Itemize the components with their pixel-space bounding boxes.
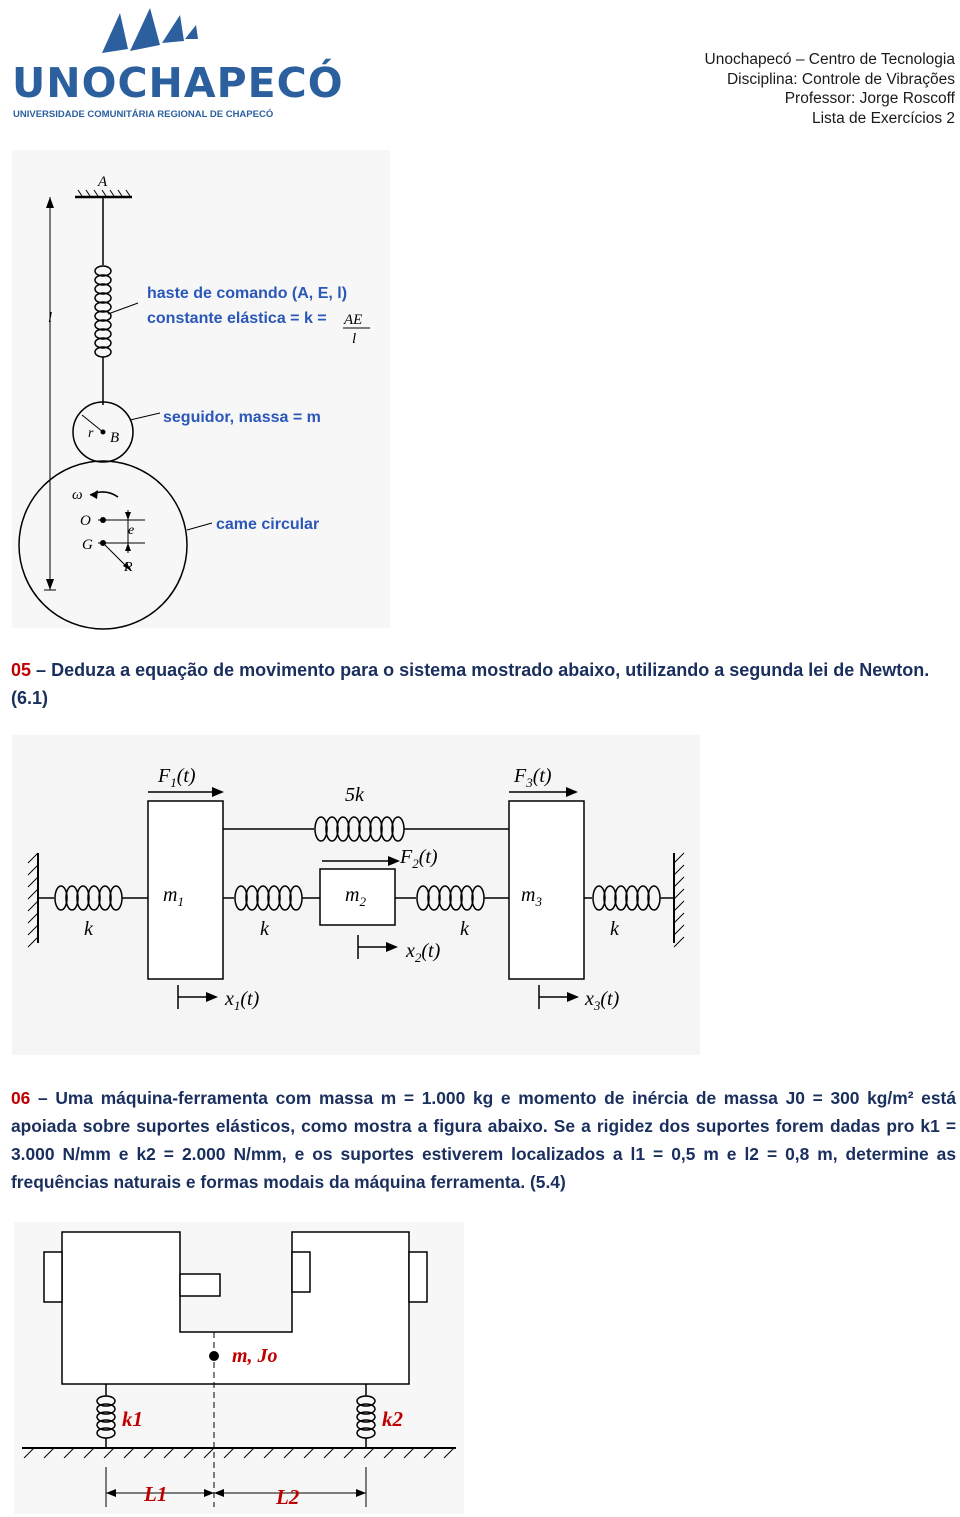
radius-big-r-label: R — [124, 560, 133, 575]
omega-label: ω — [72, 487, 83, 503]
header-info — [705, 50, 955, 128]
center-of-mass-dot — [209, 1351, 219, 1361]
mass-m1-label: $m_1$ — [163, 884, 184, 909]
three-mass-system-figure — [12, 735, 700, 1055]
mass-m1 — [148, 801, 223, 979]
question-06-dash: – — [38, 1088, 48, 1108]
cam-follower-figure — [0, 150, 400, 630]
force-f3-label: $F_3(t)$ — [514, 765, 552, 790]
header-line-discipline: Disciplina: Controle de Vibrações — [726, 70, 955, 88]
mass-m3-label: $m_3$ — [521, 884, 542, 909]
machine-spindle — [180, 1274, 220, 1296]
point-a-label: A — [98, 174, 108, 190]
header-line-list: Lista de Exercícios 2 — [811, 109, 955, 127]
displacement-x3-label: $x_3(t)$ — [585, 988, 620, 1013]
displacement-x1-label: $x_1(t)$ — [225, 988, 260, 1013]
radius-r-label: r — [88, 426, 94, 441]
mass-m2-label: $m_2$ — [345, 884, 366, 909]
point-g-label: G — [82, 537, 93, 553]
logo-subtitle: UNIVERSIDADE COMUNITÁRIA REGIONAL DE CHAPECÓ — [13, 109, 274, 120]
follower-label: seguidor, massa = m — [163, 409, 321, 426]
mass-inertia-label: m, Jo — [232, 1345, 278, 1367]
fraction-denominator: l — [352, 331, 357, 347]
machine-tool-head — [292, 1252, 310, 1292]
logo-mark-icon — [102, 8, 198, 53]
spring-k2-label: k2 — [382, 1407, 403, 1431]
header-line-institution: Unochapecó – Centro de Tecnologia — [704, 51, 955, 68]
force-f1-label: $F_1(t)$ — [158, 765, 196, 790]
point-o-label: O — [80, 513, 91, 529]
spring-5k-label: 5k — [345, 784, 364, 806]
point-b-label: B — [110, 430, 120, 446]
eccentricity-e-label: e — [128, 523, 135, 538]
question-06-text: Uma máquina-ferramenta com massa m = 1.000 kg e momento de inércia de massa J0 = 300 kg/m² está apoiada sobre suportes elásticos, como mostra a figura abaixo. Se a rigidez dos suportes forem dadas pro k1 = 3.000 N/mm e k2 = 2.000 N/mm, e os suportes estiverem localizados a l1 = 0,5 m e l2 = 0,8 m, determine as frequências naturais e formas modais da máquina ferramenta. (5.4) — [11, 1088, 956, 1192]
length-l1-label: L1 — [144, 1482, 168, 1506]
machine-tool-figure — [14, 1222, 464, 1514]
spring-k-left-label: k — [84, 918, 93, 940]
logo-wordmark: UNOCHAPECÓ — [12, 59, 344, 107]
question-06-number: 06 — [11, 1088, 31, 1108]
spring-k-right-label: k — [610, 918, 619, 940]
header-line-professor: Professor: Jorge Roscoff — [784, 90, 955, 107]
machine-left-block — [44, 1252, 62, 1302]
university-logo — [10, 5, 344, 120]
spring-k-m1-m2-label: k — [260, 918, 269, 940]
force-f2-label: $F_2(t)$ — [400, 846, 438, 871]
rod-label: haste de comando (A, E, l) — [147, 285, 348, 302]
spring-constant-label: constante elástica = k = — [147, 310, 327, 327]
question-05-number: 05 — [11, 660, 32, 680]
question-05-dash: – — [36, 660, 47, 680]
question-05 — [11, 656, 956, 712]
displacement-x2-label: $x_2(t)$ — [406, 940, 441, 965]
question-06 — [11, 1084, 956, 1196]
machine-right-block — [409, 1252, 427, 1302]
spring-k-m2-m3-label: k — [460, 918, 469, 940]
cam-label: came circular — [216, 516, 320, 533]
length-l2-label: L2 — [276, 1485, 300, 1509]
question-05-text: Deduza a equação de movimento para o sistema mostrado abaixo, utilizando a segunda lei de Newton. (6.1) — [11, 660, 930, 708]
spring-k1-label: k1 — [122, 1407, 143, 1431]
length-label: l — [48, 310, 53, 326]
fraction-numerator: AE — [344, 312, 363, 328]
